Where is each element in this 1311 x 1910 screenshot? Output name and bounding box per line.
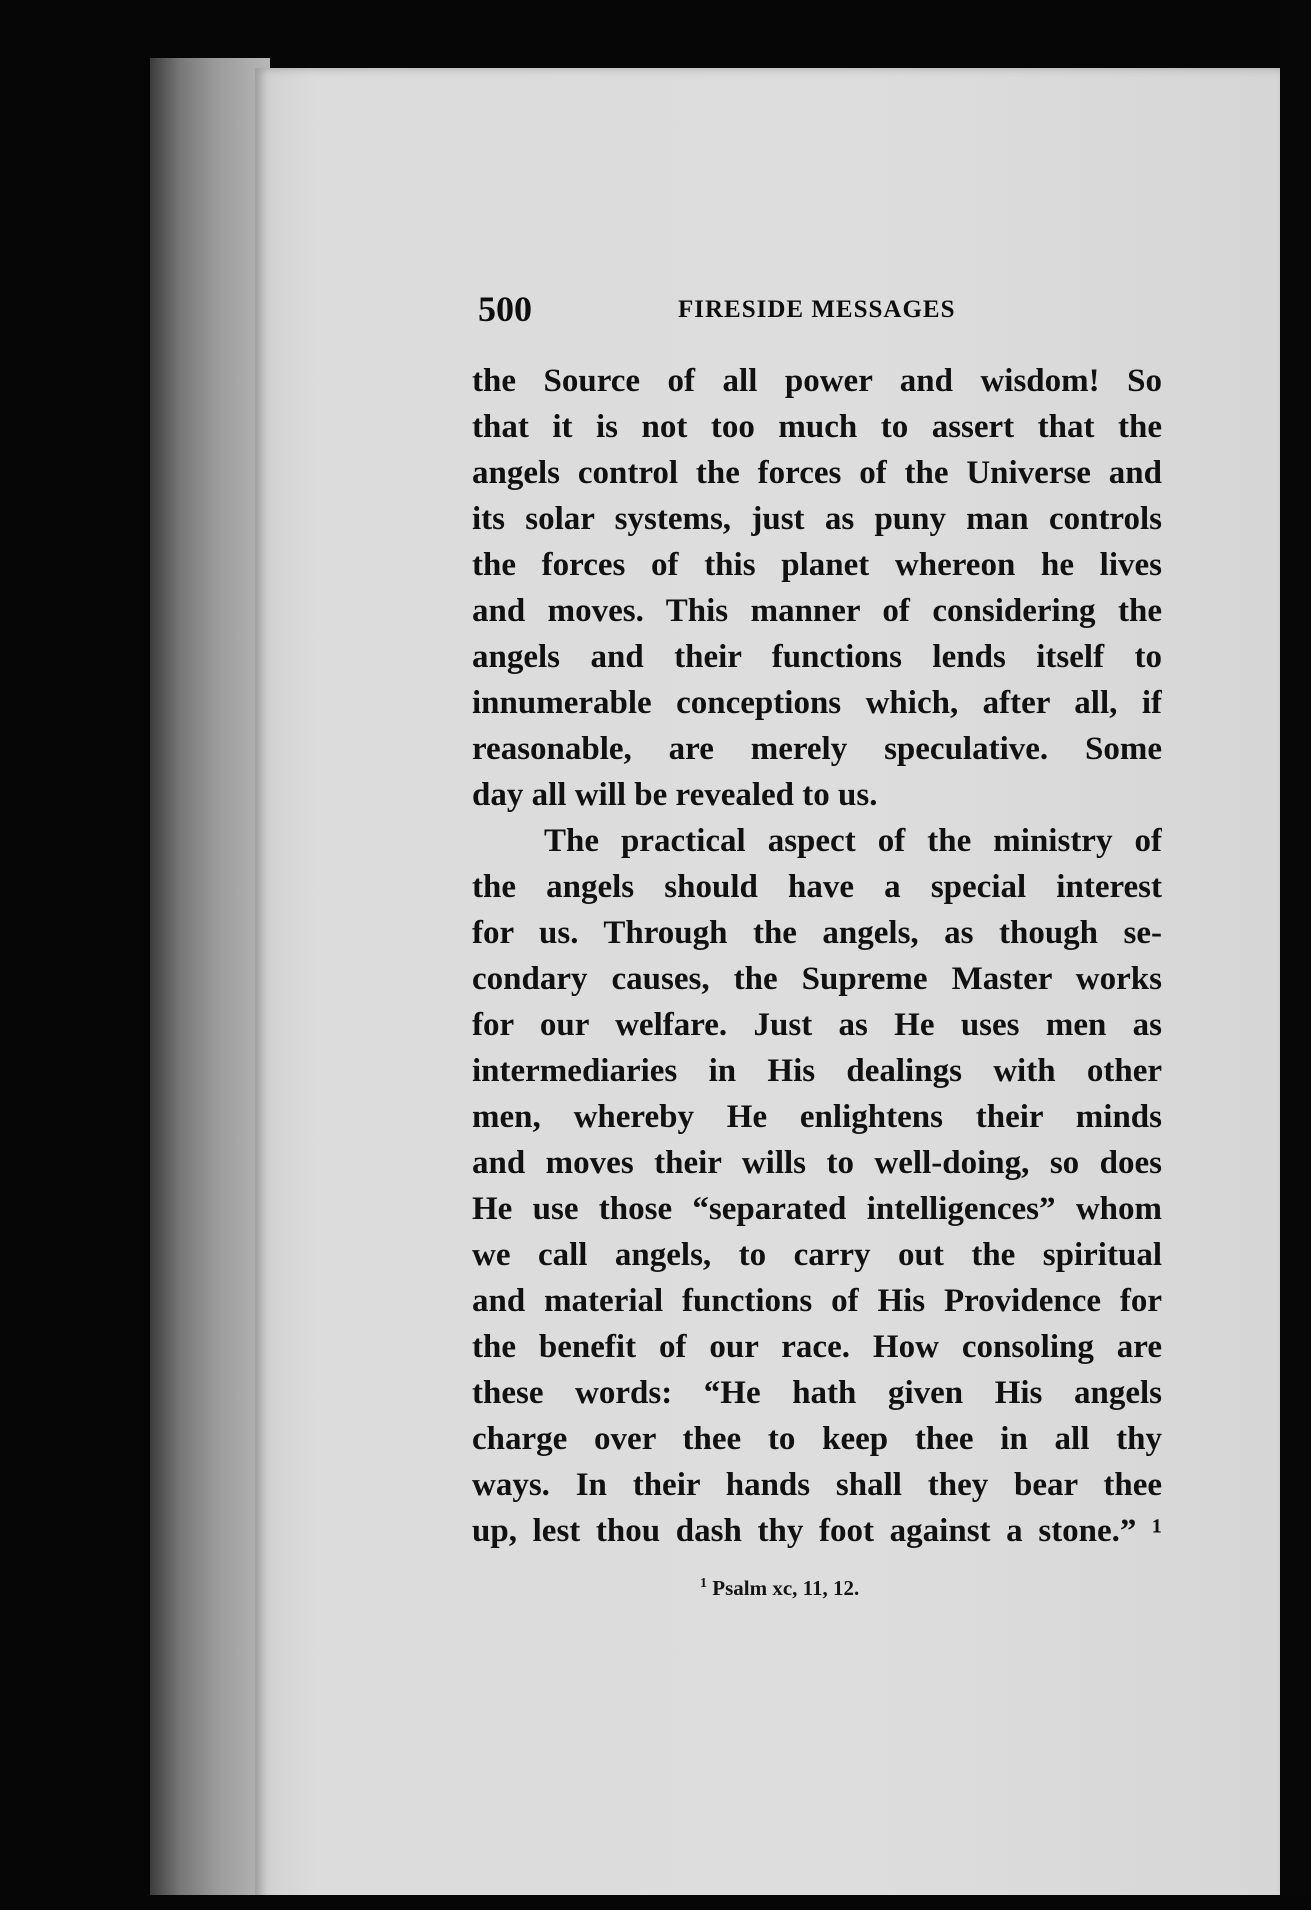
text-line: the angels should have a special interest [472, 869, 1162, 905]
text-line: angels and their functions lends itself to [472, 639, 1162, 675]
text-line: the Source of all power and wisdom! So [472, 363, 1162, 399]
text-line: reasonable, are merely speculative. Some [472, 731, 1162, 767]
footnote-marker: 1 [700, 1576, 707, 1591]
footnote [700, 1576, 859, 1601]
running-title: FIRESIDE MESSAGES [678, 296, 956, 323]
text-line: ways. In their hands shall they bear thee [472, 1467, 1162, 1503]
scan-border-top [0, 0, 1311, 66]
text-line: the benefit of our race. How consoling are [472, 1329, 1162, 1365]
text-line: charge over thee to keep thee in all thy [472, 1421, 1162, 1457]
footnote-text: Psalm xc, 11, 12. [712, 1576, 860, 1600]
body-text [472, 358, 1162, 1554]
text-line: men, whereby He enlightens their minds [472, 1099, 1162, 1135]
text-line: The practical aspect of the ministry of [544, 823, 1162, 859]
text-line: and moves. This manner of considering the [472, 593, 1162, 629]
text-line: condary causes, the Supreme Master works [472, 961, 1162, 997]
text-line: and material functions of His Providence for [472, 1283, 1162, 1319]
page-number: 500 [478, 289, 532, 329]
text-line: its solar systems, just as puny man controls [472, 501, 1162, 537]
text-line: angels control the forces of the Universe and [472, 455, 1162, 491]
text-line: up, lest thou dash thy foot against a stone.” ¹ [472, 1513, 1162, 1549]
running-head [478, 288, 1198, 338]
text-line: innumerable conceptions which, after all, if [472, 685, 1162, 721]
book-page-edges [150, 58, 270, 1910]
text-line: the forces of this planet whereon he lives [472, 547, 1162, 583]
text-line: intermediaries in His dealings with other [472, 1053, 1162, 1089]
text-line: and moves their wills to well-doing, so does [472, 1145, 1162, 1181]
text-line: for us. Through the angels, as though se- [472, 915, 1162, 951]
text-line: day all will be revealed to us. [472, 777, 878, 813]
text-line: we call angels, to carry out the spiritual [472, 1237, 1162, 1273]
scan-border-right [1280, 0, 1311, 1910]
scan-border-bottom [0, 1895, 1311, 1910]
text-line: these words: “He hath given His angels [472, 1375, 1162, 1411]
text-line: for our welfare. Just as He uses men as [472, 1007, 1162, 1043]
text-line: He use those “separated intelligences” whom [472, 1191, 1162, 1227]
text-line: that it is not too much to assert that the [472, 409, 1162, 445]
